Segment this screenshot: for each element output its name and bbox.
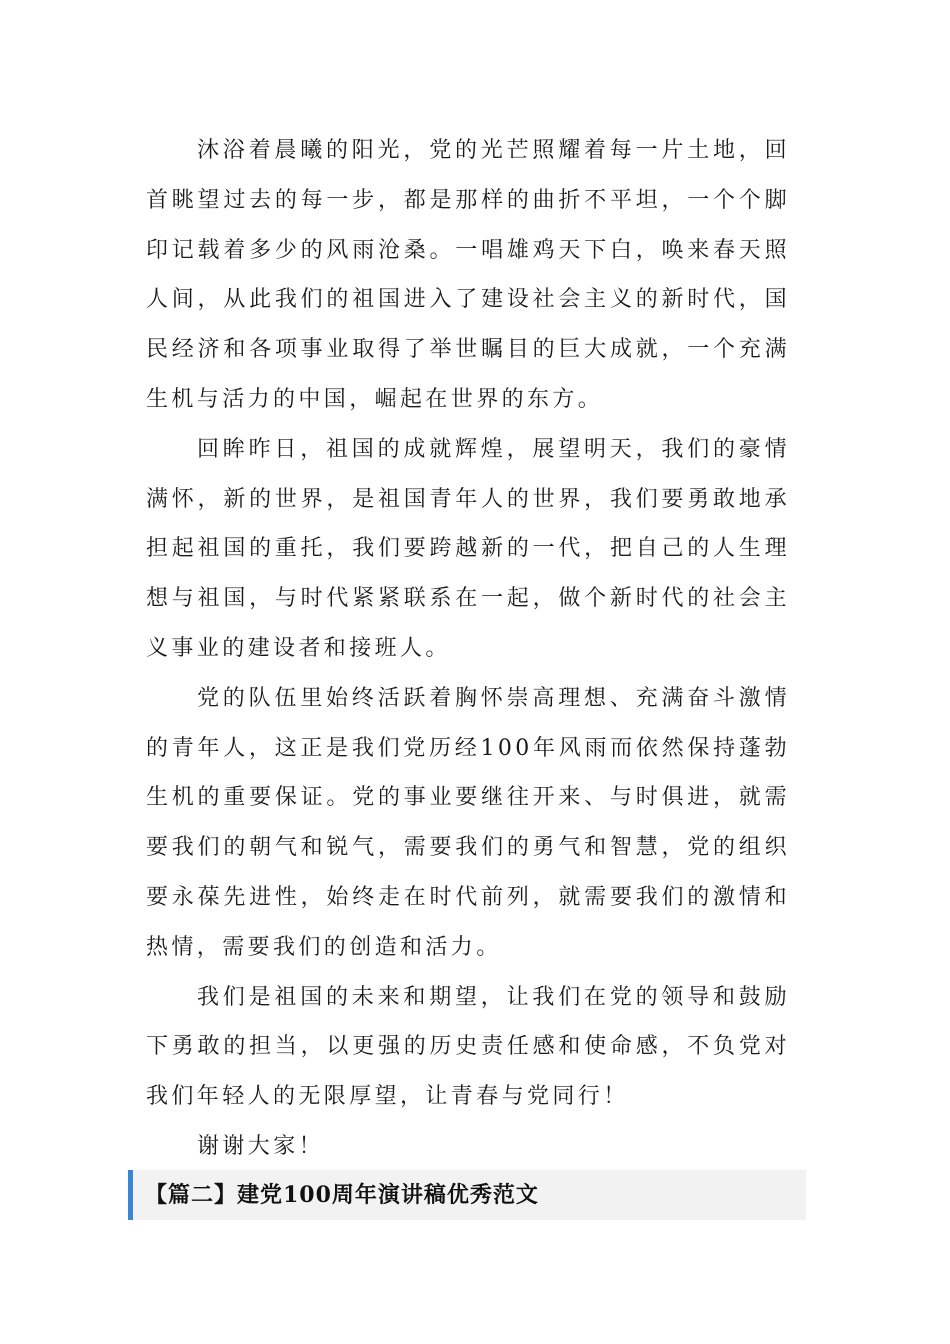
paragraph-2: 回眸昨日，祖国的成就辉煌，展望明天，我们的豪情满怀，新的世界，是祖国青年人的世界，我们要勇敢地承担起祖国的重托，我们要跨越新的一代，把自己的人生理想与祖国，与时代紧紧联系在一起，做个新时代的社会主义事业的建设者和接班人。 [146, 436, 790, 661]
document-body [146, 126, 790, 1172]
section-heading: 【篇二】建党100周年演讲稿优秀范文 [145, 1182, 539, 1208]
paragraph-3: 党的队伍里始终活跃着胸怀崇高理想、充满奋斗激情的青年人，这正是我们党历经100年风雨而依然保持蓬勃生机的重要保证。党的事业要继往开来、与时俱进，就需要我们的朝气和锐气，需要我们的勇气和智慧，党的组织要永葆先进性，始终走在时代前列，就需要我们的激情和热情，需要我们的创造和活力。 [146, 685, 790, 960]
paragraph-1: 沐浴着晨曦的阳光，党的光芒照耀着每一片土地，回首眺望过去的每一步，都是那样的曲折不平坦，一个个脚印记载着多少的风雨沧桑。一唱雄鸡天下白，唤来春天照人间，从此我们的祖国进入了建设社会主义的新时代，国民经济和各项事业取得了举世瞩目的巨大成就，一个充满生机与活力的中国，崛起在世界的东方。 [146, 138, 790, 412]
paragraph-5-closing: 谢谢大家！ [197, 1133, 325, 1159]
paragraph-4: 我们是祖国的未来和期望，让我们在党的领导和鼓励下勇敢的担当，以更强的历史责任感和使命感，不负党对我们年轻人的无限厚望，让青春与党同行！ [146, 984, 790, 1110]
section-heading-bar [128, 1170, 806, 1220]
